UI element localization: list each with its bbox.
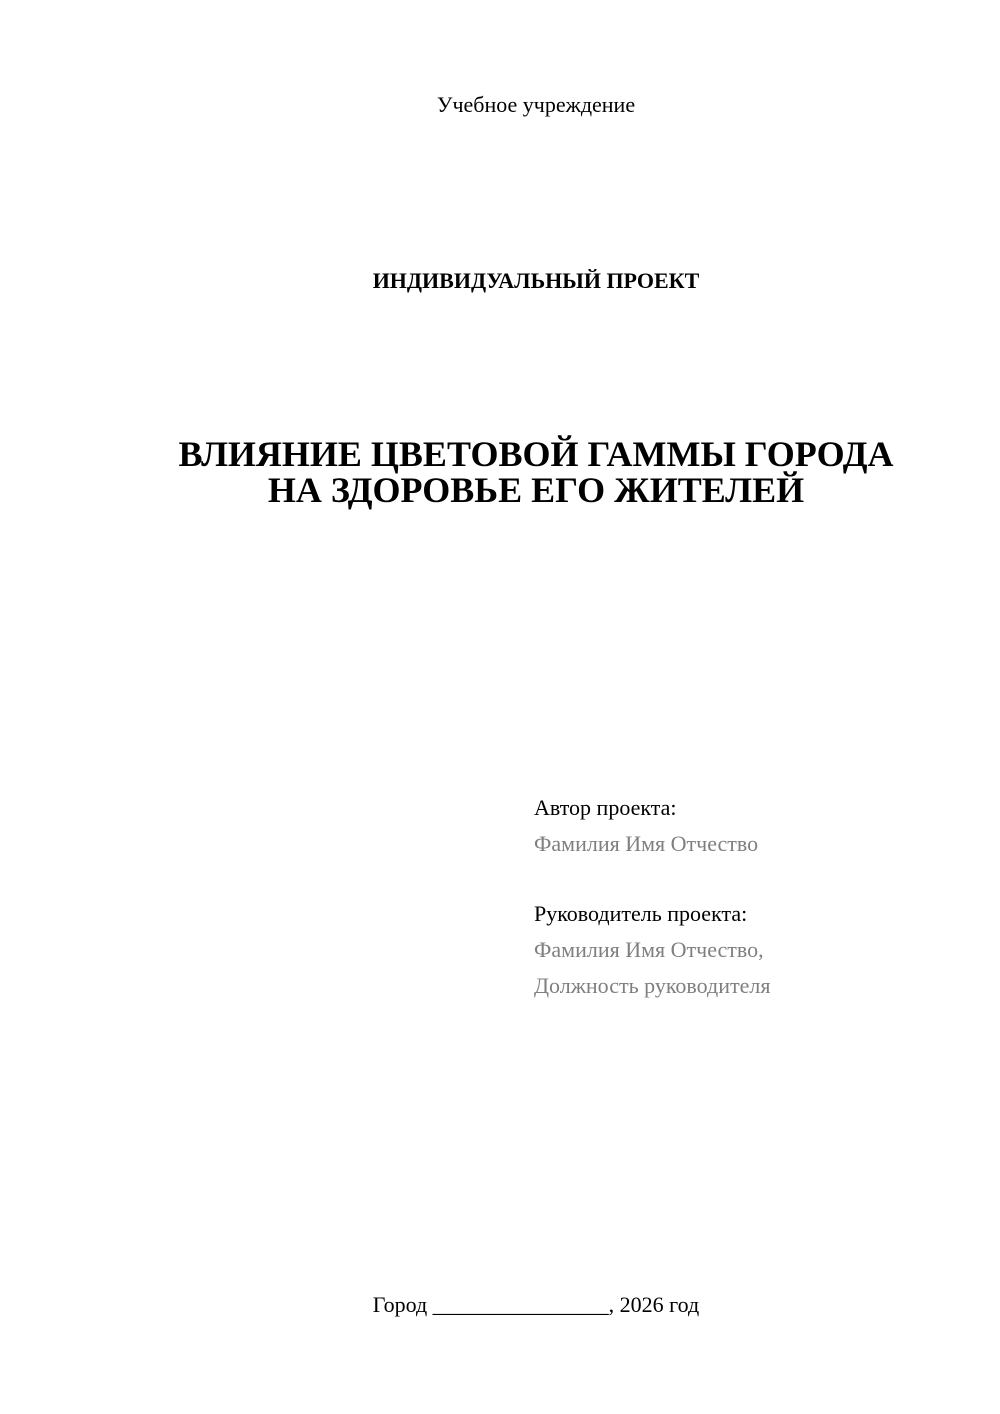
project-info — [534, 790, 770, 1004]
document-type: ИНДИВИДУАЛЬНЫЙ ПРОЕКТ — [372, 268, 700, 293]
author-name: Фамилия Имя Отчество — [534, 831, 759, 856]
supervisor-name: Фамилия Имя Отчество, — [534, 937, 764, 962]
city-year-line: Город ________________, 2026 год — [372, 1292, 700, 1317]
supervisor-position: Должность руководителя — [534, 973, 771, 998]
supervisor-label: Руководитель проекта: — [534, 901, 748, 926]
info-spacer — [534, 862, 770, 896]
project-title — [0, 436, 1000, 508]
author-label: Автор проекта: — [534, 795, 677, 820]
project-title-line-1: ВЛИЯНИЕ ЦВЕТОВОЙ ГАММЫ ГОРОДА — [178, 434, 894, 474]
institution-name: Учебное учреждение — [436, 92, 636, 117]
project-title-line-2: НА ЗДОРОВЬЕ ЕГО ЖИТЕЛЕЙ — [267, 470, 805, 510]
